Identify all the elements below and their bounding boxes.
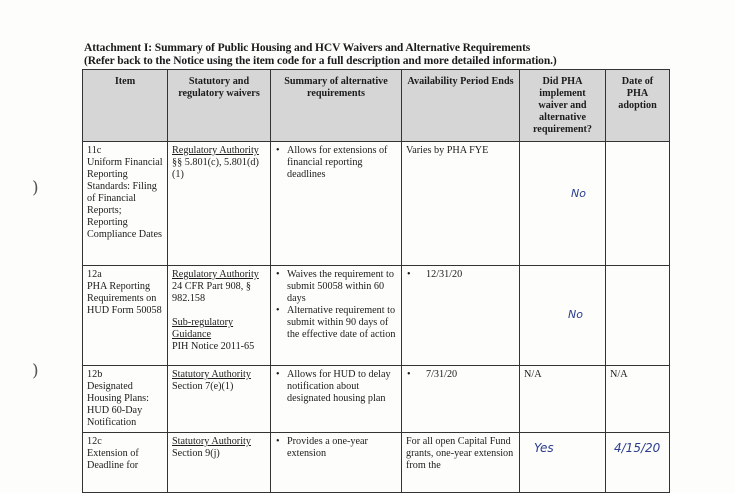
summary-bullet: • Alternative requirement to submit within 90 days of the effective date of action: [287, 305, 397, 341]
availability-text: Varies by PHA FYE: [406, 145, 489, 156]
item-cell: [83, 366, 168, 433]
summary-cell: [271, 142, 402, 266]
document-subtitle: (Refer back to the Notice using the item code for a full description and more detailed information.): [84, 55, 557, 67]
table-row: [83, 433, 670, 493]
availability-text: • 12/31/20: [418, 269, 515, 281]
item-code: 12b: [87, 369, 103, 380]
authority-text: §§ 5.801(c), 5.801(d)(1): [172, 157, 259, 180]
summary-bullet: • Waives the requirement to submit 50058 within 60 days: [287, 269, 397, 305]
item-name: PHA Reporting Requirements on HUD Form 50058: [87, 281, 162, 316]
header-waivers: Statutory and regulatory waivers: [168, 70, 271, 142]
margin-mark: ): [32, 361, 39, 381]
summary-cell: [271, 366, 402, 433]
item-code: 12a: [87, 269, 102, 280]
authority-cell: [168, 266, 271, 366]
authority-text: PIH Notice 2011-65: [172, 341, 255, 352]
summary-bullet: • Allows for extensions of financial reporting deadlines: [287, 145, 397, 181]
table-header-row: [83, 70, 670, 142]
authority-label: Statutory Authority: [172, 369, 251, 380]
authority-label: Regulatory Authority: [172, 145, 259, 156]
item-code: 11c: [87, 145, 102, 156]
availability-cell: [402, 142, 520, 266]
adoption-handwriting: 4/15/20: [614, 441, 661, 455]
item-name: Uniform Financial Reporting Standards: Filing of Financial Reports; Reporting Compliance Dates: [87, 157, 163, 240]
adoption-cell: [606, 366, 670, 433]
authority-label: Statutory Authority: [172, 436, 251, 447]
availability-cell: [402, 366, 520, 433]
document-title: Attachment I: Summary of Public Housing and HCV Waivers and Alternative Requirements: [84, 42, 531, 54]
table-row: [83, 366, 670, 433]
item-cell: [83, 142, 168, 266]
table-row: [83, 142, 670, 266]
adoption-text: N/A: [610, 369, 628, 380]
summary-bullet: • Provides a one-year extension: [287, 436, 397, 460]
waivers-table: [82, 69, 670, 493]
header-item: Item: [83, 70, 168, 142]
item-cell: [83, 266, 168, 366]
header-adoption: Date of PHA adoption: [606, 70, 670, 142]
adoption-cell: [606, 142, 670, 266]
authority-cell: [168, 142, 271, 266]
availability-text: • 7/31/20: [418, 369, 515, 381]
item-name: Extension of Deadline for: [87, 448, 139, 471]
header-implement: Did PHA implement waiver and alternative requirement?: [520, 70, 606, 142]
table-row: [83, 266, 670, 366]
authority-label: Sub-regulatory Guidance: [172, 317, 234, 340]
authority-text: 24 CFR Part 908, § 982.158: [172, 281, 251, 304]
authority-cell: [168, 366, 271, 433]
authority-text: Section 9(j): [172, 448, 220, 459]
item-cell: [83, 433, 168, 493]
availability-text: For all open Capital Fund grants, one-year extension from the: [406, 436, 514, 471]
authority-cell: [168, 433, 271, 493]
implemented-handwriting: No: [568, 308, 583, 321]
summary-bullet: • Allows for HUD to delay notification about designated housing plan: [287, 369, 397, 405]
header-availability: Availability Period Ends: [402, 70, 520, 142]
summary-cell: [271, 266, 402, 366]
margin-mark: ): [32, 178, 39, 198]
authority-label: Regulatory Authority: [172, 269, 259, 280]
availability-cell: [402, 433, 520, 493]
implemented-text: N/A: [524, 369, 542, 380]
implemented-cell: [520, 142, 606, 266]
item-name: Designated Housing Plans: HUD 60-Day Notification: [87, 381, 149, 428]
summary-cell: [271, 433, 402, 493]
implemented-handwriting: Yes: [534, 441, 554, 455]
implemented-cell: [520, 366, 606, 433]
availability-cell: [402, 266, 520, 366]
authority-text: Section 7(e)(1): [172, 381, 234, 392]
item-code: 12c: [87, 436, 102, 447]
implemented-cell: [520, 266, 606, 366]
adoption-cell: [606, 433, 670, 493]
adoption-cell: [606, 266, 670, 366]
implemented-cell: [520, 433, 606, 493]
implemented-handwriting: No: [571, 187, 586, 200]
header-summary: Summary of alternative requirements: [271, 70, 402, 142]
